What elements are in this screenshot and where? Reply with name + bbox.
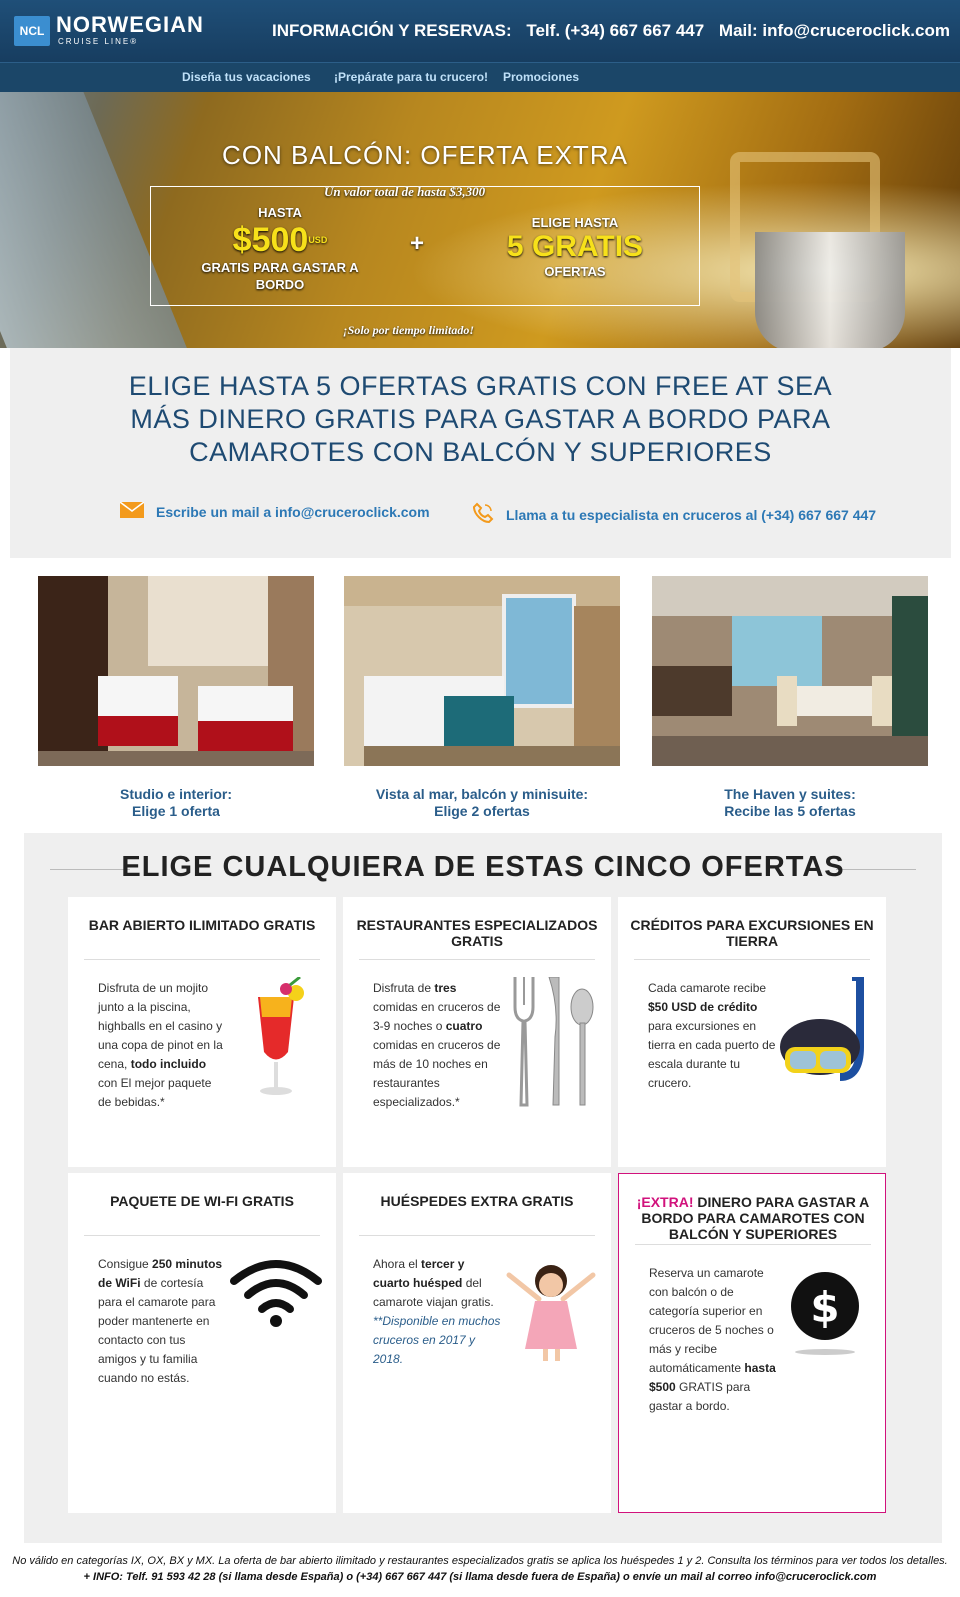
offer-wifi-t2: de cortesía para el camarote para poder mantenerte en contacto con tus amigos y tu familia cuando no estás. <box>98 1276 216 1385</box>
ncl-logo[interactable] <box>14 14 224 48</box>
offer-card-bar[interactable] <box>68 897 336 1167</box>
offer-restaurants-t2: comidas en cruceros de 3-9 noches o <box>373 1000 501 1033</box>
offer-restaurants-b2: cuatro <box>445 1019 483 1033</box>
headline-line2: MÁS DINERO GRATIS PARA GASTAR A BORDO PARA <box>130 404 831 434</box>
header-bar <box>0 0 960 62</box>
hero-left-top: HASTA <box>258 205 302 220</box>
offer-bar-b1: todo incluido <box>130 1057 207 1071</box>
hero-currency: USD <box>308 235 328 245</box>
cta-mail-text: Escribe un mail a info@cruceroclick.com <box>156 503 430 520</box>
offer-restaurants-title: RESTAURANTES ESPECIALIZADOS GRATIS <box>356 917 598 949</box>
room-balcony-offer: Elige 2 ofertas <box>434 803 530 819</box>
hero-right-top: ELIGE HASTA <box>531 215 619 230</box>
offer-guests-t1: Ahora el <box>373 1257 422 1271</box>
hero-left-offer <box>190 204 370 293</box>
brand-tagline: CRUISE LINE® <box>58 37 139 46</box>
nav-disena[interactable]: Diseña tus vacaciones <box>182 70 311 84</box>
offer-excursions-t1: Cada camarote recibe <box>648 981 767 995</box>
offer-wifi-text <box>98 1255 226 1388</box>
cta-phone[interactable] <box>472 502 876 527</box>
offer-guests-title: HUÉSPEDES EXTRA GRATIS <box>380 1193 574 1209</box>
offer-extra-t2: GRATIS para gastar a bordo. <box>649 1380 751 1413</box>
offer-card-excursions[interactable] <box>618 897 886 1167</box>
offer-extra-title <box>629 1194 877 1242</box>
offer-bar-t1: Disfruta de un mojito junto a la piscina, highballs en el casino y una copa de pinot en la cena, <box>98 981 223 1071</box>
room-studio-image <box>38 576 314 766</box>
header-phone[interactable]: Telf. (+34) 667 667 447 <box>526 21 705 40</box>
hero-right-offer <box>475 214 675 280</box>
headline-line3: CAMAROTES CON BALCÓN Y SUPERIORES <box>189 437 772 467</box>
footer-contact[interactable]: + INFO: Telf. 91 593 42 28 (si llama desde España) o (+34) 667 667 447 (si llama desde fuera de España) o envíe un mail al correo info@cruceroclick.com <box>83 1571 877 1583</box>
room-studio[interactable] <box>38 576 314 820</box>
offer-extra-t1: Reserva un camarote con balcón o de categoría superior en cruceros de 5 noches o más y recibe automáticamente <box>649 1266 774 1375</box>
offer-extra-title-pink: ¡EXTRA! <box>636 1194 694 1210</box>
offer-card-restaurants[interactable] <box>343 897 611 1167</box>
champagne-bucket-decor <box>755 232 905 348</box>
hero-limited: ¡Solo por tiempo limitado! <box>343 323 475 337</box>
offer-bar-title: BAR ABIERTO ILIMITADO GRATIS <box>88 917 316 933</box>
card-divider <box>84 959 320 960</box>
phone-icon <box>472 502 494 527</box>
offer-wifi-b1: 250 minutos de WiFi <box>98 1257 223 1290</box>
room-studio-offer: Elige 1 oferta <box>132 803 220 819</box>
room-balcony[interactable] <box>344 576 620 820</box>
room-haven-offer: Recibe las 5 ofertas <box>724 803 856 819</box>
headline-line1: ELIGE HASTA 5 OFERTAS GRATIS CON FREE AT SEA <box>128 371 833 401</box>
nav-promociones[interactable]: Promociones <box>503 70 580 84</box>
header-mail[interactable]: Mail: info@cruceroclick.com <box>718 21 950 40</box>
ncl-badge: NCL <box>14 16 50 46</box>
room-haven-caption <box>652 786 928 820</box>
offer-excursions-text <box>648 979 776 1093</box>
info-label: INFORMACIÓN Y RESERVAS: <box>272 21 512 40</box>
offer-extra-b1: hasta $500 <box>649 1361 776 1394</box>
room-studio-type: Studio e interior: <box>120 786 232 802</box>
card-divider <box>634 959 870 960</box>
header-contact <box>272 21 960 41</box>
hero-right-big: 5 GRATIS <box>506 230 644 263</box>
offers-title: ELIGE CUALQUIERA DE ESTAS CINCO OFERTAS <box>121 851 845 883</box>
offer-guests-note: **Disponible en muchos cruceros en 2017 y 2018. <box>373 1314 501 1366</box>
room-balcony-image <box>344 576 620 766</box>
card-divider <box>359 959 595 960</box>
offer-guests-b1: tercer y cuarto huésped <box>373 1257 465 1290</box>
main-headline <box>10 370 951 469</box>
offers-panel <box>24 833 942 1543</box>
room-balcony-type: Vista al mar, balcón y minisuite: <box>375 786 589 802</box>
hero-title: CON BALCÓN: OFERTA EXTRA <box>222 140 628 170</box>
offer-bar-text <box>98 979 226 1112</box>
offer-excursions-t2: para excursiones en tierra en cada puerto de escala durante tu crucero. <box>648 1019 776 1090</box>
snorkel-mask-icon <box>780 977 872 1107</box>
hero-amount <box>190 221 370 259</box>
hero-amount-value: $500 <box>232 221 309 259</box>
girl-illustration <box>505 1253 597 1383</box>
room-haven-type: The Haven y suites: <box>724 786 856 802</box>
offer-restaurants-t1: Disfruta de <box>373 981 435 995</box>
offer-restaurants-text <box>373 979 501 1112</box>
room-studio-caption <box>38 786 314 820</box>
envelope-icon <box>120 502 144 521</box>
offer-extra-text <box>649 1264 777 1416</box>
hero-right-bottom: OFERTAS <box>544 264 606 279</box>
room-balcony-caption <box>344 786 620 820</box>
headline-panel <box>10 348 951 558</box>
room-haven-image <box>652 576 928 766</box>
offer-restaurants-t3: comidas en cruceros de más de 10 noches en restaurantes especializados.* <box>373 1038 501 1109</box>
offer-restaurants-b1: tres <box>434 981 457 995</box>
offer-extra-title-rest: DINERO PARA GASTAR A BORDO PARA CAMAROTES CON BALCÓN Y SUPERIORES <box>641 1194 870 1242</box>
offer-excursions-title: CRÉDITOS PARA EXCURSIONES EN TIERRA <box>630 917 874 949</box>
card-divider <box>359 1235 595 1236</box>
offer-bar-t2: con El mejor paquete de bebidas.* <box>98 1076 212 1109</box>
hero-plus: + <box>410 230 425 257</box>
offer-wifi-t1: Consigue <box>98 1257 153 1271</box>
card-divider <box>84 1235 320 1236</box>
offer-wifi-title: PAQUETE DE WI-FI GRATIS <box>110 1193 294 1209</box>
hero-subtitle: Un valor total de hasta $3,300 <box>324 184 486 199</box>
offer-guests-text <box>373 1255 501 1369</box>
cutlery-icon <box>505 977 597 1107</box>
offer-card-extra[interactable] <box>618 1173 886 1513</box>
svg-text:$: $ <box>810 1283 840 1332</box>
hero-left-bottom: GRATIS PARA GASTAR A BORDO <box>201 260 359 292</box>
wifi-icon <box>230 1253 322 1383</box>
hero-banner[interactable] <box>0 92 960 348</box>
brand-name: NORWEGIAN <box>56 12 204 37</box>
nav-preparate[interactable]: ¡Prepárate para tu crucero! <box>334 70 489 84</box>
cocktail-icon <box>230 977 322 1107</box>
cta-phone-text: Llama a tu especialista en cruceros al (+34) 667 667 447 <box>506 506 877 523</box>
cta-mail[interactable] <box>120 502 430 521</box>
offer-excursions-b1: $50 USD de crédito <box>648 1000 758 1014</box>
offer-guests-t2: del camarote viajan gratis. <box>373 1276 494 1309</box>
offer-card-guests[interactable] <box>343 1173 611 1513</box>
footer <box>0 1553 960 1585</box>
room-haven[interactable] <box>652 576 928 820</box>
offer-card-wifi[interactable] <box>68 1173 336 1513</box>
footer-disclaimer: No válido en categorías IX, OX, BX y MX. La oferta de bar abierto ilimitado y restaurantes especializados gratis se aplica los huéspedes 1 y 2. Consulta los términos para ver todos los detalles. <box>12 1555 948 1567</box>
nav-bar <box>0 62 960 92</box>
card-divider <box>635 1244 871 1245</box>
dollar-coin-icon <box>779 1266 871 1396</box>
